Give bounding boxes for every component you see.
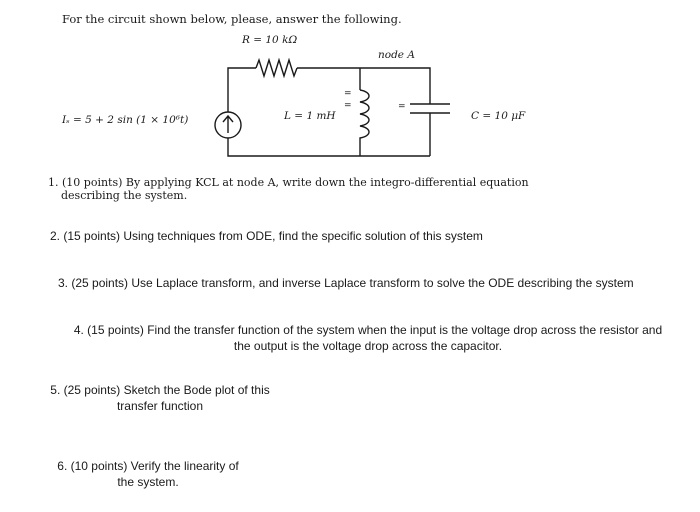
question-5 <box>44 382 276 414</box>
inductor-equals: = <box>344 89 352 99</box>
inductor-label: L = 1 mH <box>284 110 336 122</box>
wire-top-left <box>228 68 256 112</box>
question-1-line2: describing the system. <box>61 189 188 202</box>
question-6-line2: the system. <box>117 475 179 489</box>
question-5-line2: transfer function <box>116 399 204 413</box>
question-3-line1: 3. (25 points) Use Laplace transform, and inverse Laplace transform to solve the ODE describing the system <box>58 276 634 290</box>
question-1 <box>48 176 529 202</box>
question-4-line1: 4. (15 points) Find the transfer function of the system when the input is the voltage drop across the resistor and <box>73 323 663 337</box>
question-2 <box>50 228 483 244</box>
wire-bottom <box>228 138 430 156</box>
question-4-line2: the output is the voltage drop across the capacitor. <box>233 339 503 353</box>
question-5-line1: 5. (25 points) Sketch the Bode plot of this <box>50 383 270 397</box>
resistor <box>256 60 297 76</box>
question-1-line1: 1. (10 points) By applying KCL at node A, write down the integro-differential equation <box>48 176 529 189</box>
question-6 <box>50 458 246 490</box>
source-arrow <box>223 116 233 133</box>
inductor-equals: = <box>344 101 352 111</box>
question-4 <box>48 322 688 354</box>
inductor-equals: = <box>398 102 406 112</box>
inductor <box>360 90 369 156</box>
question-6-line1: 6. (10 points) Verify the linearity of <box>57 459 239 473</box>
node-label: node A <box>378 49 415 61</box>
circuit-diagram <box>0 0 700 170</box>
capacitor-label: C = 10 μF <box>471 110 526 122</box>
intro-text: For the circuit shown below, please, answer the following. <box>62 12 402 26</box>
resistor-label: R = 10 kΩ <box>242 34 298 46</box>
wire-top-right <box>297 68 430 104</box>
source-label: Iₛ = 5 + 2 sin (1 × 10⁶t) <box>62 114 189 126</box>
question-3 <box>58 275 634 291</box>
question-2-line1: 2. (15 points) Using techniques from ODE, find the specific solution of this system <box>50 229 483 243</box>
